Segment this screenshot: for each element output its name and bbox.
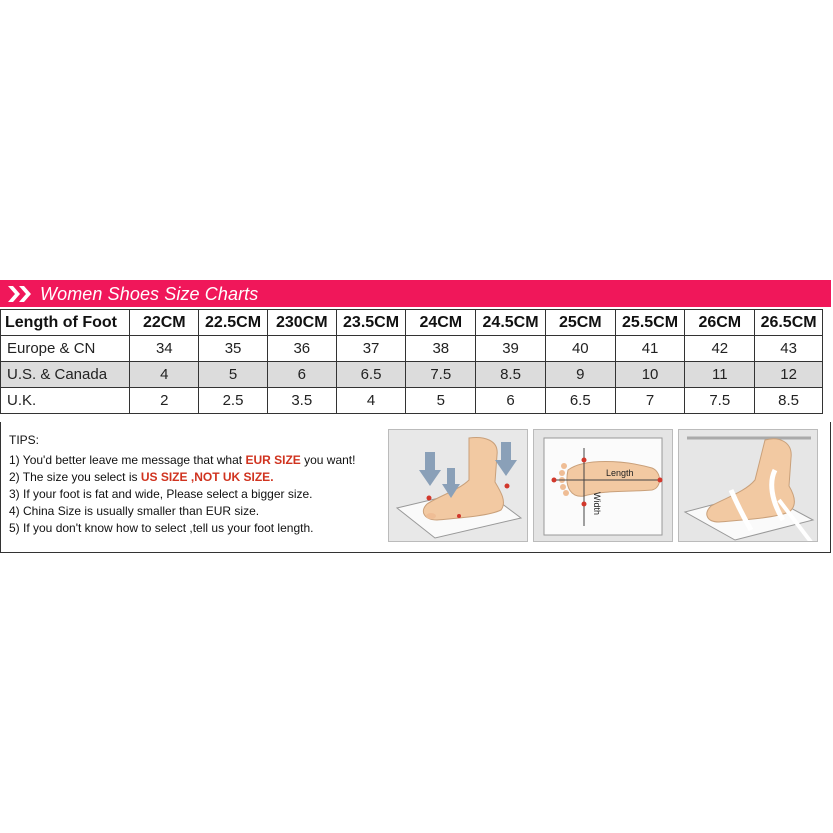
uk-row: [1, 388, 823, 414]
size-cell: 6: [267, 362, 336, 388]
size-cell: 41: [615, 336, 685, 362]
size-cell: 6.5: [336, 362, 406, 388]
size-cell: 5: [199, 362, 268, 388]
size-cell: 43: [755, 336, 823, 362]
tip-4: 4) China Size is usually smaller than EUR size.: [9, 504, 260, 518]
size-cell: 42: [685, 336, 755, 362]
size-cell: 25.5CM: [615, 310, 685, 336]
chart-title: Women Shoes Size Charts: [40, 284, 259, 304]
size-cell: 24.5CM: [476, 310, 546, 336]
size-cell: 34: [130, 336, 199, 362]
double-chevron-icon: [8, 286, 34, 302]
size-cell: 8.5: [476, 362, 546, 388]
width-label: Width: [592, 492, 602, 516]
size-cell: 6.5: [545, 388, 615, 414]
row-label: Length of Foot: [1, 310, 130, 336]
foot-measure-illustration-1: [388, 429, 528, 542]
size-cell: 25CM: [545, 310, 615, 336]
row-label: Europe & CN: [1, 336, 130, 362]
size-cell: 26CM: [685, 310, 755, 336]
size-cell: 24CM: [406, 310, 476, 336]
tip-1: 1) You'd better leave me message that what EUR SIZE you want!: [9, 453, 356, 467]
size-cell: 5: [406, 388, 476, 414]
size-cell: 7.5: [406, 362, 476, 388]
foot-tape-measure-illustration: [678, 429, 818, 542]
tips-title: TIPS:: [9, 433, 40, 447]
tip-1-emphasis: EUR SIZE: [245, 453, 301, 467]
size-cell: 36: [267, 336, 336, 362]
size-table: [0, 309, 823, 414]
size-cell: 2: [130, 388, 199, 414]
tips-section: [0, 422, 831, 553]
us-canada-row: [1, 362, 823, 388]
size-cell: 7: [615, 388, 685, 414]
size-cell: 11: [685, 362, 755, 388]
size-cell: 23.5CM: [336, 310, 406, 336]
size-cell: 2.5: [199, 388, 268, 414]
row-label: U.S. & Canada: [1, 362, 130, 388]
chart-header: [0, 280, 831, 307]
tip-5: 5) If you don't know how to select ,tell us your foot length.: [9, 521, 314, 535]
size-cell: 26.5CM: [755, 310, 823, 336]
tip-2: 2) The size you select is US SIZE ,NOT UK SIZE.: [9, 470, 274, 484]
tip-3: 3) If your foot is fat and wide, Please select a bigger size.: [9, 487, 313, 501]
foot-length-row: [1, 310, 823, 336]
row-label: U.K.: [1, 388, 130, 414]
europe-cn-row: [1, 336, 823, 362]
tip-2-emphasis: US SIZE ,NOT UK SIZE.: [140, 470, 274, 484]
size-cell: 6: [476, 388, 546, 414]
size-cell: 12: [755, 362, 823, 388]
size-cell: 22.5CM: [199, 310, 268, 336]
size-cell: 9: [545, 362, 615, 388]
tips-list: [9, 432, 355, 537]
foot-length-width-diagram: [533, 429, 673, 542]
size-cell: 4: [336, 388, 406, 414]
size-cell: 39: [476, 336, 546, 362]
size-chart: [0, 280, 831, 554]
size-cell: 8.5: [755, 388, 823, 414]
size-cell: 7.5: [685, 388, 755, 414]
size-cell: 3.5: [267, 388, 336, 414]
size-cell: 10: [615, 362, 685, 388]
size-cell: 38: [406, 336, 476, 362]
size-cell: 22CM: [130, 310, 199, 336]
size-cell: 35: [199, 336, 268, 362]
size-cell: 40: [545, 336, 615, 362]
length-label: Length: [606, 468, 634, 478]
size-cell: 37: [336, 336, 406, 362]
size-cell: 4: [130, 362, 199, 388]
size-cell: 230CM: [267, 310, 336, 336]
